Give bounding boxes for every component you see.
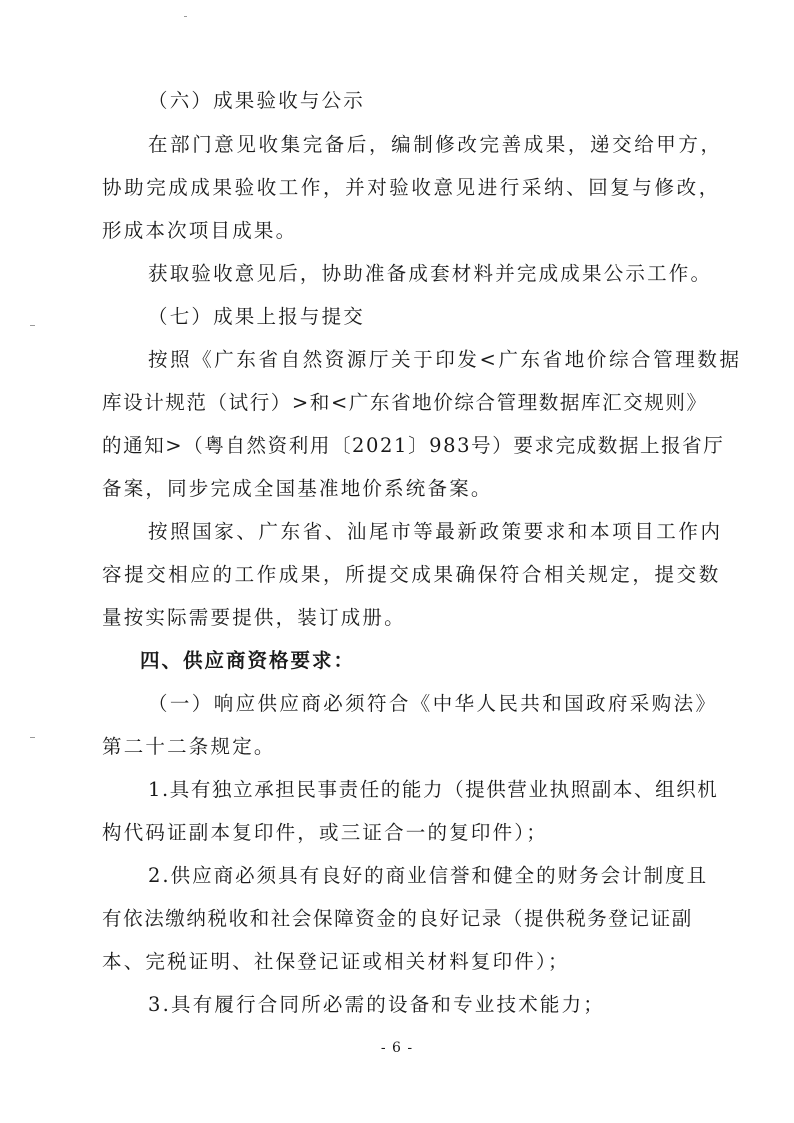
section-heading-4: 四、供应商资格要求： [140, 649, 356, 672]
paragraph-line: 形成本次项目成果。 [102, 219, 298, 242]
margin-mark [30, 737, 35, 738]
margin-mark [184, 16, 187, 17]
paragraph-line: 获取验收意见后，协助准备成套材料并完成成果公示工作。 [148, 262, 713, 285]
section-heading-7: （七）成果上报与提交 [148, 305, 366, 328]
paragraph-line: 按照国家、广东省、汕尾市等最新政策要求和本项目工作内 [148, 520, 723, 543]
paragraph-line: 有依法缴纳税收和社会保障资金的良好记录（提供税务登记证副 [102, 907, 693, 930]
paragraph-line: 构代码证副本复印件，或三证合一的复印件）； [102, 821, 548, 844]
paragraph-line: 1.具有独立承担民事责任的能力（提供营业执照副本、组织机 [148, 778, 719, 801]
section-heading-6: （六）成果验收与公示 [148, 89, 366, 112]
paragraph-line: 容提交相应的工作成果，所提交成果确保符合相关规定，提交数 [102, 563, 721, 586]
paragraph-line: 3.具有履行合同所必需的设备和专业技术能力； [148, 993, 606, 1016]
paragraph-line: 在部门意见收集完备后，编制修改完善成果，递交给甲方， [148, 133, 723, 156]
paragraph-line: 库设计规范（试行）>和<广东省地价综合管理数据库汇交规则》 [102, 391, 708, 414]
paragraph-line: 备案，同步完成全国基准地价系统备案。 [102, 477, 493, 500]
paragraph-line: 协助完成成果验收工作，并对验收意见进行采纳、回复与修改， [102, 176, 721, 199]
paragraph-line: 第二十二条规定。 [102, 735, 276, 758]
paragraph-line: （一）响应供应商必须符合《中华人民共和国政府采购法》 [148, 692, 718, 715]
paragraph-line: 按照《广东省自然资源厅关于印发<广东省地价综合管理数据 [148, 348, 742, 371]
paragraph-line: 量按实际需要提供，装订成册。 [102, 606, 406, 629]
page-number: - 6 - [380, 1040, 414, 1056]
paragraph-line: 2.供应商必须具有良好的商业信誉和健全的财务会计制度且 [148, 864, 709, 887]
paragraph-line: 本、完税证明、社保登记证或相关材料复印件）； [102, 950, 570, 973]
margin-mark [30, 325, 35, 326]
paragraph-line: 的通知>（粤自然资利用〔2021〕983号）要求完成数据上报省厅 [102, 434, 725, 457]
